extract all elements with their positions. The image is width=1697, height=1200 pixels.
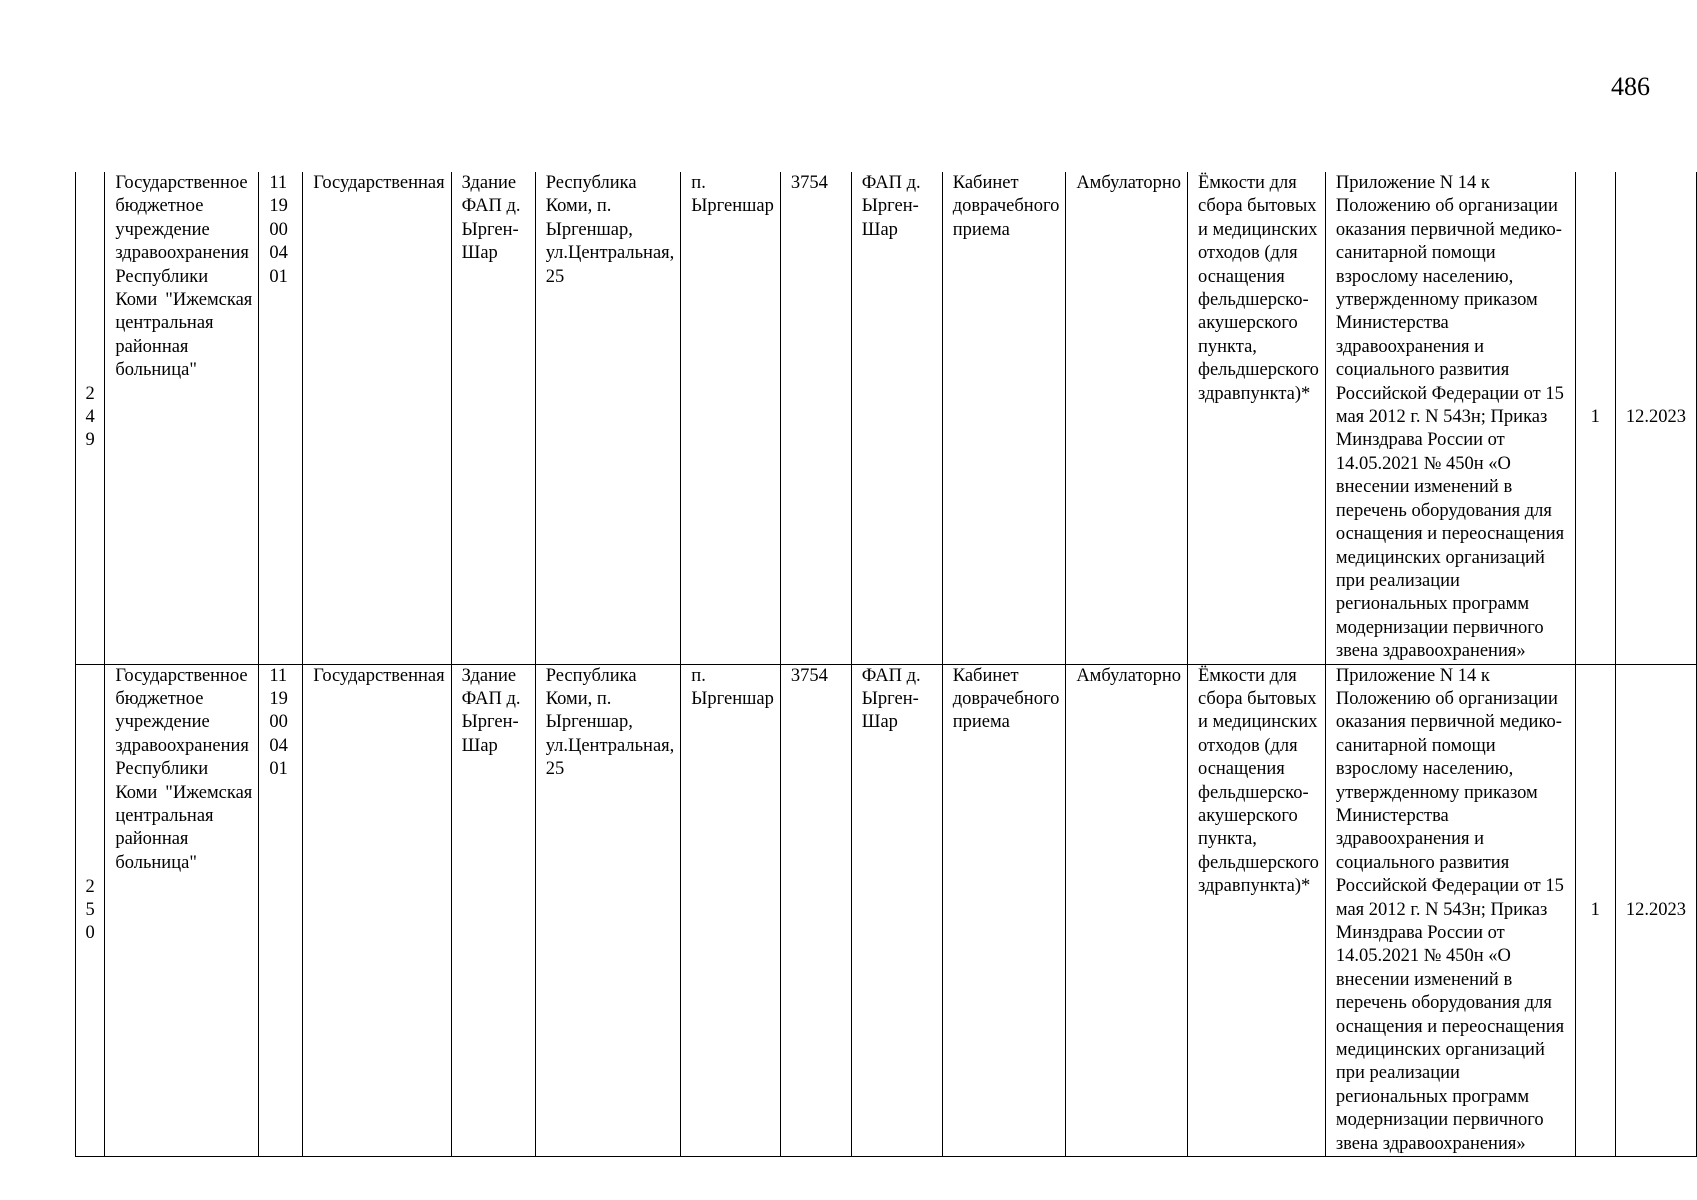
table-row bbox=[76, 664, 1697, 1157]
equipment-registry-table bbox=[75, 172, 1697, 1157]
row-number: 249 bbox=[85, 384, 95, 451]
ownership-cell: Государственная bbox=[303, 664, 451, 1157]
care-type-cell: Амбулаторно bbox=[1066, 172, 1188, 664]
settlement-cell: п. Ыргеншар bbox=[681, 172, 781, 664]
equipment-cell: Ёмкости для сбора бытовых и медицинских отходов (для оснащения фельдшерско-акушерского пункта, фельдшерского здравпункта)* bbox=[1187, 172, 1325, 664]
code-cell: 11 19 00 04 01 bbox=[259, 664, 303, 1157]
address-cell: Республика Коми, п. Ыргеншар, ул.Центральная, 25 bbox=[535, 664, 681, 1157]
basis-cell: Приложение N 14 к Положению об организации оказания первичной медико-санитарной помощи взрослому населению, утвержденному приказом Министерства здравоохранения и социального развития Российской Федерации от 15 мая 2012 г. N 543н; Приказ Минздрава России от 14.05.2021 № 450н «О внесении изменений в перечень оборудования для оснащения и переоснащения медицинских организаций при реализации региональных программ модернизации первичного звена здравоохранения» bbox=[1325, 664, 1575, 1157]
row-number-cell bbox=[76, 172, 105, 664]
population-cell: 3754 bbox=[780, 172, 851, 664]
care-type-cell: Амбулаторно bbox=[1066, 664, 1188, 1157]
building-cell: Здание ФАП д. Ырген-Шар bbox=[451, 172, 535, 664]
population-cell: 3754 bbox=[780, 664, 851, 1157]
room-cell: Кабинет доврачебного приема bbox=[942, 664, 1066, 1157]
address-cell: Республика Коми, п. Ыргеншар, ул.Центральная, 25 bbox=[535, 172, 681, 664]
equipment-cell: Ёмкости для сбора бытовых и медицинских отходов (для оснащения фельдшерско-акушерского пункта, фельдшерского здравпункта)* bbox=[1187, 664, 1325, 1157]
organization-cell: Государственное бюджетное учреждение здравоохранения Республики Коми "Ижемская центральная районная больница" bbox=[105, 172, 259, 664]
row-number-cell bbox=[76, 664, 105, 1157]
quantity-cell: 1 bbox=[1575, 664, 1615, 1157]
date-cell: 12.2023 bbox=[1615, 664, 1696, 1157]
organization-cell: Государственное бюджетное учреждение здравоохранения Республики Коми "Ижемская центральная районная больница" bbox=[105, 664, 259, 1157]
unit-cell: ФАП д. Ырген-Шар bbox=[851, 664, 942, 1157]
room-cell: Кабинет доврачебного приема bbox=[942, 172, 1066, 664]
page-number: 486 bbox=[1611, 72, 1650, 101]
table-row bbox=[76, 172, 1697, 664]
code-cell: 11 19 00 04 01 bbox=[259, 172, 303, 664]
basis-cell: Приложение N 14 к Положению об организации оказания первичной медико-санитарной помощи взрослому населению, утвержденному приказом Министерства здравоохранения и социального развития Российской Федерации от 15 мая 2012 г. N 543н; Приказ Минздрава России от 14.05.2021 № 450н «О внесении изменений в перечень оборудования для оснащения и переоснащения медицинских организаций при реализации региональных программ модернизации первичного звена здравоохранения» bbox=[1325, 172, 1575, 664]
building-cell: Здание ФАП д. Ырген-Шар bbox=[451, 664, 535, 1157]
settlement-cell: п. Ыргеншар bbox=[681, 664, 781, 1157]
quantity-cell: 1 bbox=[1575, 172, 1615, 664]
date-cell: 12.2023 bbox=[1615, 172, 1696, 664]
unit-cell: ФАП д. Ырген-Шар bbox=[851, 172, 942, 664]
row-number: 250 bbox=[85, 876, 95, 943]
ownership-cell: Государственная bbox=[303, 172, 451, 664]
